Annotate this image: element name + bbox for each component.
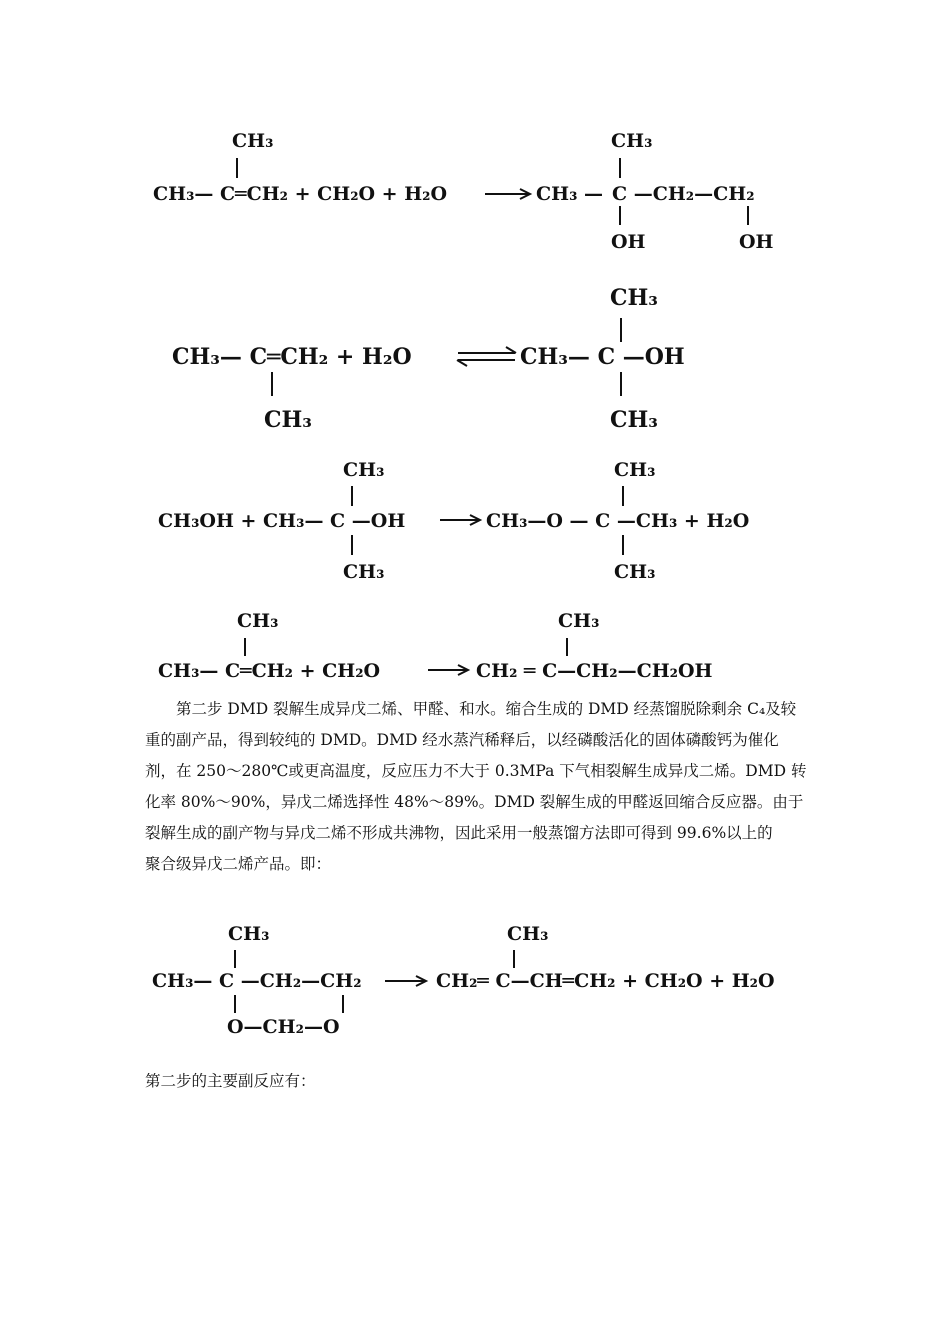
eq4-top-group-1: CH₃: [237, 610, 279, 632]
eq1-sub-oh2: OH: [739, 231, 774, 253]
eq1-sub-oh1: OH: [611, 231, 646, 253]
paragraph-line-4: 化率 80%～90%，异戊二烯选择性 48%～89%。DMD 裂解生成的甲醛返回缩合反应器。由于: [145, 793, 804, 811]
paragraph-line-2: 重的副产品，得到较纯的 DMD。DMD 经水蒸汽稀释后，以经磷酸活化的固体磷酸钙为催化: [145, 731, 779, 749]
paragraph-line-1: 第二步 DMD 裂解生成异戊二烯、甲醛、和水。缩合生成的 DMD 经蒸馏脱除剩余 C₄及较: [176, 700, 797, 718]
eq5-lhs: CH₃— C —CH₂—CH₂: [152, 970, 362, 992]
eq2-lhs-sub: CH₃: [264, 407, 312, 433]
eq2-rhs-sub: CH₃: [610, 407, 658, 433]
paragraph-line-3: 剂，在 250～280℃或更高温度，反应压力不大于 0.3MPa 下气相裂解生成异戊二烯。DMD 转: [145, 762, 807, 780]
eq1-top-group: CH₃: [232, 130, 274, 152]
paragraph-line-6: 聚合级异戊二烯产品。即：: [145, 855, 332, 873]
eq1-lhs: CH₃— C═CH₂ + CH₂O + H₂O: [153, 183, 448, 205]
eq3-lhs: CH₃OH + CH₃— C —OH: [158, 510, 406, 532]
eq5-lhs-ring: O—CH₂—O: [227, 1016, 340, 1038]
eq1-rhs-left: CH₃ —: [536, 183, 604, 205]
eq5-top-group-1: CH₃: [228, 923, 270, 945]
eq3-sub-1: CH₃: [343, 561, 385, 583]
eq3-rhs: CH₃—O — C —CH₃ + H₂O: [486, 510, 750, 532]
eq2-lhs: CH₃— C═CH₂ + H₂O: [172, 344, 412, 370]
eq5-top-group-2: CH₃: [507, 923, 549, 945]
side-reaction-label: 第二步的主要副反应有：: [145, 1072, 316, 1090]
eq3-sub-2: CH₃: [614, 561, 656, 583]
eq2-rhs: CH₃— C —OH: [520, 344, 685, 370]
eq2-top-group: CH₃: [610, 285, 658, 311]
eq3-top-group-1: CH₃: [343, 459, 385, 481]
eq5-rhs: CH₂═ C—CH═CH₂ + CH₂O + H₂O: [436, 970, 775, 992]
eq3-top-group-2: CH₃: [614, 459, 656, 481]
eq4-lhs: CH₃— C═CH₂ + CH₂O: [158, 660, 381, 682]
eq1-rhs-c: C —CH₂—CH₂: [612, 183, 755, 205]
eq1-top-group-2: CH₃: [611, 130, 653, 152]
eq4-top-group-2: CH₃: [558, 610, 600, 632]
paragraph-line-5: 裂解生成的副产物与异戊二烯不形成共沸物，因此采用一般蒸馏方法即可得到 99.6%以上的: [145, 824, 773, 842]
eq4-rhs: CH₂ ═ C—CH₂—CH₂OH: [476, 660, 713, 682]
